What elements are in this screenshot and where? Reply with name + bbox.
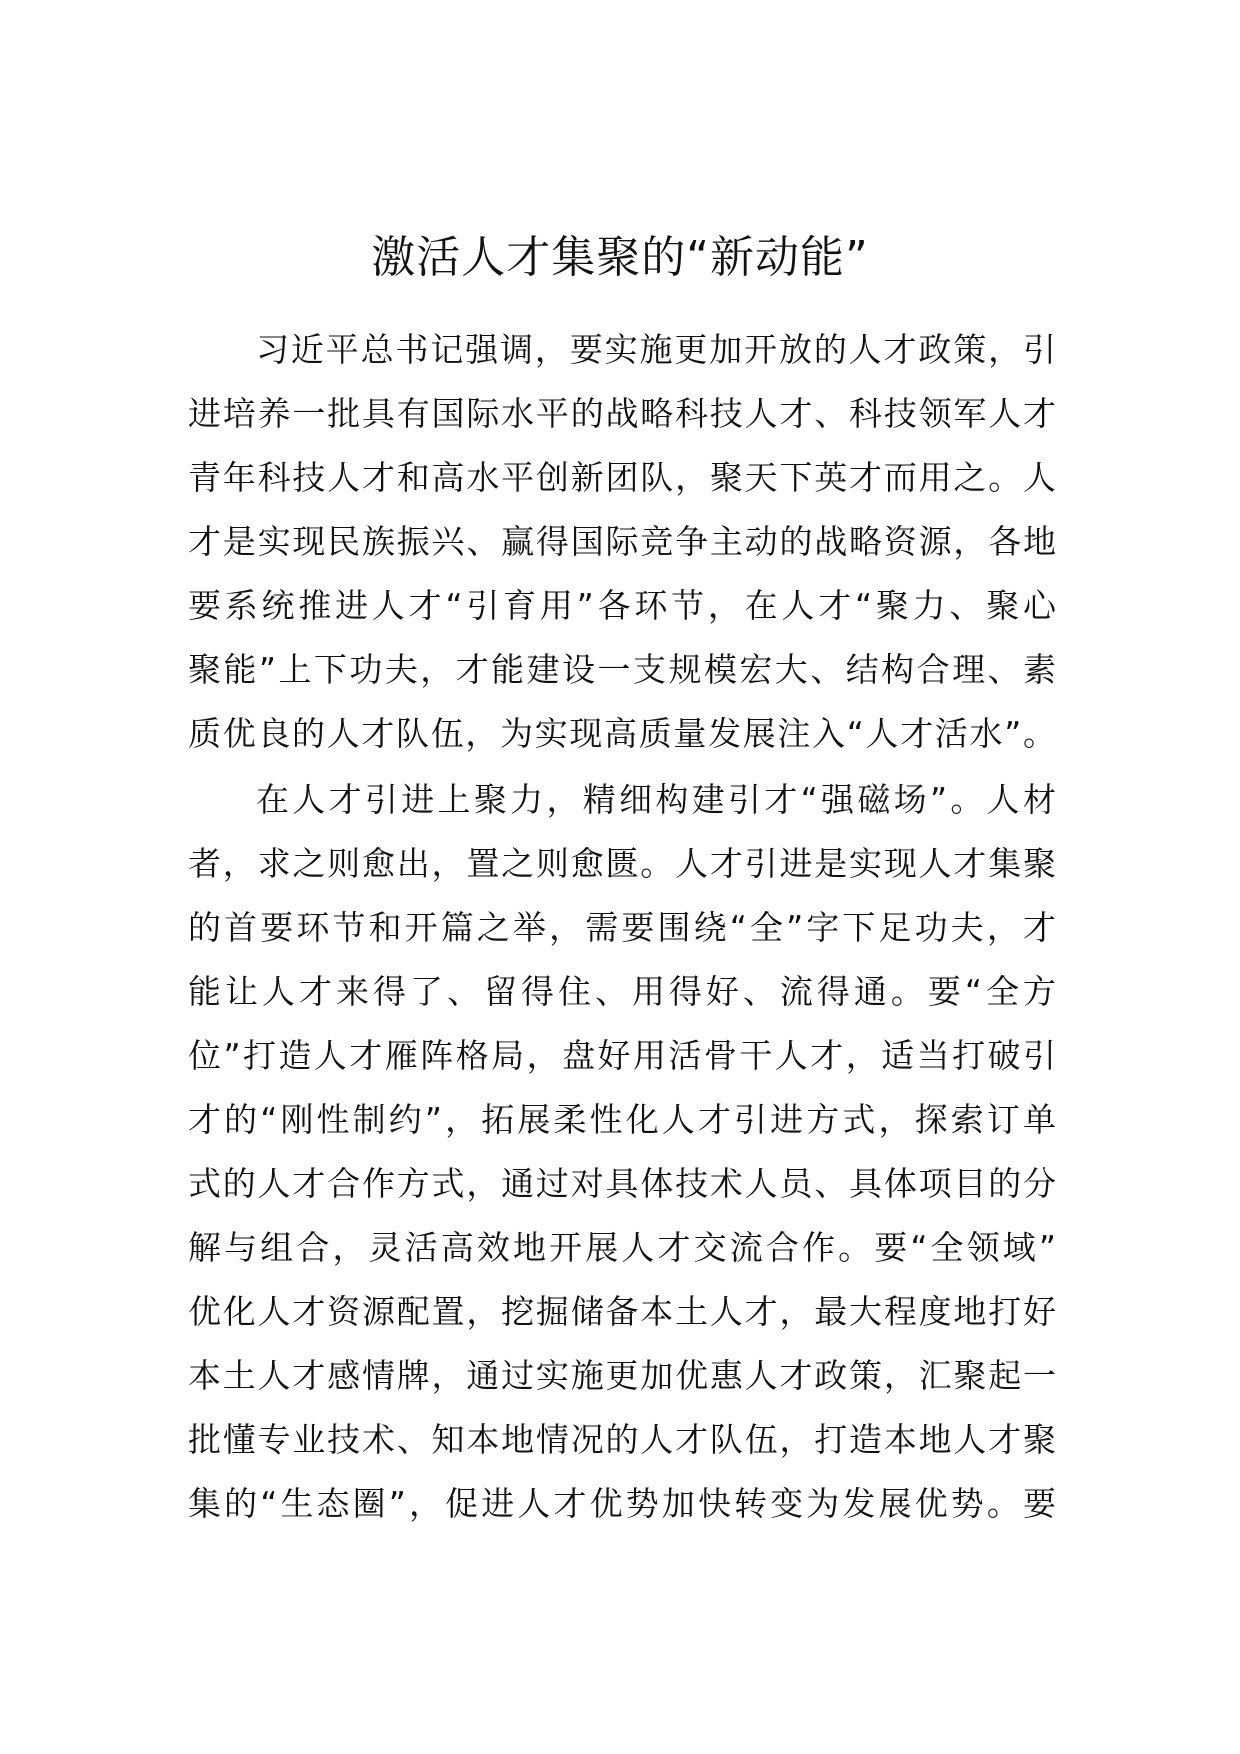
paragraph-line: 在人才引进上聚力，精细构建引才“强磁场”。人材 bbox=[256, 780, 1056, 819]
paragraph-line: 才的“刚性制约”，拓展柔性化人才引进方式，探索订单 bbox=[188, 1100, 1056, 1139]
paragraph-line: 本土人才感情牌，通过实施更加优惠人才政策，汇聚起一 bbox=[188, 1356, 1056, 1395]
paragraph-line: 优化人才资源配置，挖掘储备本土人才，最大程度地打好 bbox=[188, 1292, 1056, 1331]
paragraph-line: 的首要环节和开篇之举，需要围绕“全”字下足功夫，才 bbox=[188, 908, 1056, 947]
paragraph-line: 聚能”上下功夫，才能建设一支规模宏大、结构合理、素 bbox=[188, 650, 1056, 689]
paragraph-line: 能让人才来得了、留得住、用得好、流得通。要“全方 bbox=[188, 972, 1056, 1011]
paragraph-line: 者，求之则愈出，置之则愈匮。人才引进是实现人才集聚 bbox=[188, 844, 1056, 883]
paragraph-line: 质优良的人才队伍，为实现高质量发展注入“人才活水”。 bbox=[188, 714, 1056, 753]
paragraph-line: 习近平总书记强调，要实施更加开放的人才政策，引 bbox=[256, 330, 1056, 369]
paragraph-line: 解与组合，灵活高效地开展人才交流合作。要“全领域” bbox=[188, 1228, 1056, 1267]
paragraph-line: 青年科技人才和高水平创新团队，聚天下英才而用之。人 bbox=[188, 458, 1056, 497]
paragraph-line: 才是实现民族振兴、赢得国际竞争主动的战略资源，各地 bbox=[188, 522, 1056, 561]
document-title: 激活人才集聚的“新动能” bbox=[371, 232, 869, 283]
paragraph-line: 式的人才合作方式，通过对具体技术人员、具体项目的分 bbox=[188, 1164, 1056, 1203]
paragraph-line: 进培养一批具有国际水平的战略科技人才、科技领军人才 bbox=[188, 394, 1056, 433]
paragraph-line: 要系统推进人才“引育用”各环节，在人才“聚力、聚心 bbox=[188, 586, 1056, 625]
paragraph-line: 批懂专业技术、知本地情况的人才队伍，打造本地人才聚 bbox=[188, 1420, 1056, 1459]
paragraph-line: 位”打造人才雁阵格局，盘好用活骨干人才，适当打破引 bbox=[188, 1036, 1056, 1075]
paragraph-line: 集的“生态圈”，促进人才优势加快转变为发展优势。要 bbox=[188, 1484, 1056, 1523]
